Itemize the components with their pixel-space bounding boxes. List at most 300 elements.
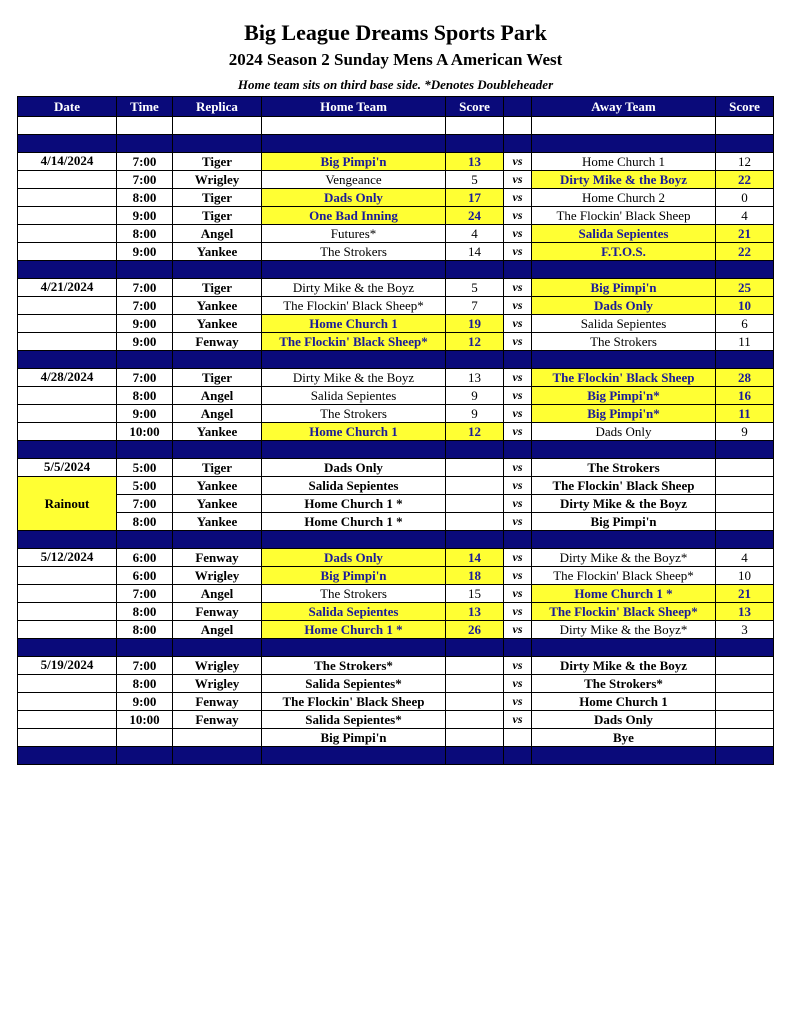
time-cell: 8:00 xyxy=(117,603,173,621)
date-cell xyxy=(18,333,117,351)
separator-bar xyxy=(18,441,774,459)
home-team-cell: Salida Sepientes xyxy=(262,477,446,495)
date-cell xyxy=(18,585,117,603)
game-row xyxy=(18,225,774,243)
col-date: Date xyxy=(18,97,117,117)
vs-cell: vs xyxy=(504,585,532,603)
home-score-cell: 9 xyxy=(446,405,504,423)
date-cell: 5/12/2024 xyxy=(18,549,117,567)
time-cell: 7:00 xyxy=(117,585,173,603)
game-row xyxy=(18,423,774,441)
time-cell: 9:00 xyxy=(117,315,173,333)
vs-cell: vs xyxy=(504,513,532,531)
away-score-cell: 28 xyxy=(716,369,774,387)
date-cell: 4/28/2024 xyxy=(18,369,117,387)
field-cell: Tiger xyxy=(173,189,262,207)
vs-cell: vs xyxy=(504,225,532,243)
empty-cell xyxy=(262,747,446,765)
empty-cell xyxy=(262,351,446,369)
home-team-cell: Home Church 1 xyxy=(262,423,446,441)
empty-cell xyxy=(532,639,716,657)
home-team-cell: Dads Only xyxy=(262,189,446,207)
empty-cell xyxy=(504,441,532,459)
away-score-cell: 12 xyxy=(716,153,774,171)
empty-cell xyxy=(117,351,173,369)
date-cell xyxy=(18,729,117,747)
empty-cell xyxy=(262,639,446,657)
empty-cell xyxy=(716,441,774,459)
empty-cell xyxy=(446,117,504,135)
vs-cell: vs xyxy=(504,207,532,225)
time-cell: 8:00 xyxy=(117,225,173,243)
col-home-team: Home Team xyxy=(262,97,446,117)
home-team-cell: The Strokers xyxy=(262,585,446,603)
date-cell xyxy=(18,621,117,639)
away-score-cell: 6 xyxy=(716,315,774,333)
away-team-cell: Dads Only xyxy=(532,711,716,729)
game-row xyxy=(18,369,774,387)
date-cell xyxy=(18,387,117,405)
away-team-cell: Dirty Mike & the Boyz xyxy=(532,657,716,675)
empty-cell xyxy=(532,747,716,765)
away-team-cell: F.T.O.S. xyxy=(532,243,716,261)
field-cell: Yankee xyxy=(173,477,262,495)
home-score-cell: 5 xyxy=(446,171,504,189)
home-score-cell xyxy=(446,459,504,477)
field-cell: Fenway xyxy=(173,603,262,621)
away-score-cell: 9 xyxy=(716,423,774,441)
away-score-cell: 3 xyxy=(716,621,774,639)
empty-cell xyxy=(504,639,532,657)
away-score-cell: 25 xyxy=(716,279,774,297)
home-team-cell: Dirty Mike & the Boyz xyxy=(262,279,446,297)
away-team-cell: The Flockin' Black Sheep* xyxy=(532,603,716,621)
field-cell xyxy=(173,729,262,747)
empty-cell xyxy=(504,531,532,549)
field-cell: Yankee xyxy=(173,315,262,333)
home-team-cell: Dads Only xyxy=(262,549,446,567)
vs-cell: vs xyxy=(504,603,532,621)
home-team-cell: Salida Sepientes* xyxy=(262,675,446,693)
empty-cell xyxy=(18,117,117,135)
separator-bar xyxy=(18,135,774,153)
vs-cell: vs xyxy=(504,369,532,387)
away-score-cell: 4 xyxy=(716,207,774,225)
vs-cell: vs xyxy=(504,495,532,513)
away-team-cell: The Flockin' Black Sheep* xyxy=(532,567,716,585)
vs-cell: vs xyxy=(504,621,532,639)
away-team-cell: Dirty Mike & the Boyz* xyxy=(532,621,716,639)
home-score-cell: 19 xyxy=(446,315,504,333)
game-row xyxy=(18,297,774,315)
away-score-cell: 11 xyxy=(716,333,774,351)
home-score-cell: 15 xyxy=(446,585,504,603)
empty-cell xyxy=(18,441,117,459)
time-cell: 10:00 xyxy=(117,711,173,729)
time-cell: 9:00 xyxy=(117,333,173,351)
away-team-cell: Dirty Mike & the Boyz xyxy=(532,495,716,513)
away-team-cell: The Flockin' Black Sheep xyxy=(532,477,716,495)
vs-cell: vs xyxy=(504,333,532,351)
empty-cell xyxy=(716,135,774,153)
away-score-cell: 22 xyxy=(716,243,774,261)
away-team-cell: The Strokers xyxy=(532,333,716,351)
away-team-cell: The Flockin' Black Sheep xyxy=(532,207,716,225)
time-cell: 8:00 xyxy=(117,387,173,405)
field-cell: Wrigley xyxy=(173,657,262,675)
away-team-cell: The Flockin' Black Sheep xyxy=(532,369,716,387)
away-team-cell: Big Pimpi'n xyxy=(532,513,716,531)
away-score-cell xyxy=(716,657,774,675)
empty-cell xyxy=(262,441,446,459)
empty-cell xyxy=(173,441,262,459)
home-score-cell: 26 xyxy=(446,621,504,639)
rainout-cell: Rainout xyxy=(18,477,117,531)
away-team-cell: Big Pimpi'n* xyxy=(532,387,716,405)
page-title: Big League Dreams Sports Park xyxy=(244,20,547,45)
away-team-cell: Dirty Mike & the Boyz xyxy=(532,171,716,189)
empty-cell xyxy=(173,351,262,369)
home-score-cell xyxy=(446,657,504,675)
time-cell: 7:00 xyxy=(117,171,173,189)
game-row xyxy=(18,405,774,423)
field-cell: Yankee xyxy=(173,297,262,315)
empty-cell xyxy=(504,351,532,369)
time-cell: 9:00 xyxy=(117,405,173,423)
date-cell xyxy=(18,297,117,315)
date-cell xyxy=(18,207,117,225)
page-subtitle: 2024 Season 2 Sunday Mens A American West xyxy=(228,50,563,69)
empty-cell xyxy=(532,117,716,135)
field-cell: Yankee xyxy=(173,243,262,261)
away-score-cell: 16 xyxy=(716,387,774,405)
game-row xyxy=(18,333,774,351)
game-row xyxy=(18,171,774,189)
time-cell: 8:00 xyxy=(117,621,173,639)
game-row xyxy=(18,387,774,405)
away-score-cell xyxy=(716,675,774,693)
away-team-cell: The Strokers xyxy=(532,459,716,477)
away-score-cell: 10 xyxy=(716,567,774,585)
vs-cell: vs xyxy=(504,549,532,567)
away-team-cell: Home Church 1 xyxy=(532,693,716,711)
home-score-cell: 12 xyxy=(446,333,504,351)
empty-cell xyxy=(18,639,117,657)
date-cell xyxy=(18,405,117,423)
date-cell xyxy=(18,171,117,189)
away-score-cell: 13 xyxy=(716,603,774,621)
away-score-cell: 4 xyxy=(716,549,774,567)
game-row xyxy=(18,153,774,171)
field-cell: Tiger xyxy=(173,369,262,387)
separator-bar xyxy=(18,747,774,765)
game-row xyxy=(18,243,774,261)
home-team-cell: Big Pimpi'n xyxy=(262,153,446,171)
vs-cell: vs xyxy=(504,693,532,711)
date-cell: 4/14/2024 xyxy=(18,153,117,171)
home-score-cell: 24 xyxy=(446,207,504,225)
time-cell: 7:00 xyxy=(117,279,173,297)
field-cell: Fenway xyxy=(173,333,262,351)
game-row xyxy=(18,729,774,747)
field-cell: Wrigley xyxy=(173,567,262,585)
vs-cell: vs xyxy=(504,477,532,495)
empty-cell xyxy=(18,747,117,765)
away-team-cell: Home Church 1 * xyxy=(532,585,716,603)
empty-cell xyxy=(716,351,774,369)
time-cell: 9:00 xyxy=(117,207,173,225)
time-cell: 8:00 xyxy=(117,189,173,207)
home-team-cell: Home Church 1 * xyxy=(262,621,446,639)
away-score-cell: 11 xyxy=(716,405,774,423)
time-cell: 5:00 xyxy=(117,459,173,477)
empty-cell xyxy=(716,261,774,279)
field-cell: Tiger xyxy=(173,153,262,171)
date-cell xyxy=(18,603,117,621)
game-row xyxy=(18,585,774,603)
away-score-cell xyxy=(716,477,774,495)
away-team-cell: Bye xyxy=(532,729,716,747)
time-cell: 6:00 xyxy=(117,549,173,567)
col-away-team: Away Team xyxy=(532,97,716,117)
away-team-cell: Big Pimpi'n xyxy=(532,279,716,297)
vs-cell: vs xyxy=(504,405,532,423)
empty-cell xyxy=(117,441,173,459)
game-row xyxy=(18,189,774,207)
away-score-cell xyxy=(716,729,774,747)
empty-cell xyxy=(18,135,117,153)
away-score-cell: 22 xyxy=(716,171,774,189)
empty-cell xyxy=(262,135,446,153)
header-row xyxy=(18,97,774,117)
game-row xyxy=(18,567,774,585)
schedule-table xyxy=(17,96,774,765)
away-team-cell: Home Church 2 xyxy=(532,189,716,207)
home-score-cell: 12 xyxy=(446,423,504,441)
empty-cell xyxy=(716,117,774,135)
home-score-cell: 13 xyxy=(446,369,504,387)
game-row xyxy=(18,621,774,639)
vs-cell: vs xyxy=(504,459,532,477)
time-cell: 7:00 xyxy=(117,495,173,513)
away-team-cell: Dads Only xyxy=(532,423,716,441)
date-cell: 5/5/2024 xyxy=(18,459,117,477)
home-team-cell: Home Church 1 * xyxy=(262,513,446,531)
time-cell: 5:00 xyxy=(117,477,173,495)
game-row xyxy=(18,675,774,693)
vs-cell: vs xyxy=(504,243,532,261)
game-row xyxy=(18,603,774,621)
home-team-cell: One Bad Inning xyxy=(262,207,446,225)
empty-cell xyxy=(446,531,504,549)
away-score-cell: 21 xyxy=(716,225,774,243)
away-team-cell: Dads Only xyxy=(532,297,716,315)
home-score-cell xyxy=(446,513,504,531)
home-score-cell: 17 xyxy=(446,189,504,207)
field-cell: Fenway xyxy=(173,549,262,567)
home-score-cell: 5 xyxy=(446,279,504,297)
away-score-cell: 21 xyxy=(716,585,774,603)
vs-cell xyxy=(504,729,532,747)
field-cell: Tiger xyxy=(173,459,262,477)
date-cell xyxy=(18,189,117,207)
empty-cell xyxy=(446,639,504,657)
home-score-cell: 14 xyxy=(446,243,504,261)
vs-cell: vs xyxy=(504,675,532,693)
vs-cell: vs xyxy=(504,189,532,207)
away-score-cell xyxy=(716,459,774,477)
field-cell: Angel xyxy=(173,585,262,603)
time-cell: 6:00 xyxy=(117,567,173,585)
time-cell: 9:00 xyxy=(117,243,173,261)
empty-cell xyxy=(262,117,446,135)
date-cell xyxy=(18,693,117,711)
home-team-cell: Big Pimpi'n xyxy=(262,729,446,747)
empty-cell xyxy=(532,135,716,153)
empty-cell xyxy=(532,441,716,459)
home-team-cell: The Flockin' Black Sheep xyxy=(262,693,446,711)
empty-cell xyxy=(716,747,774,765)
time-cell: 7:00 xyxy=(117,657,173,675)
away-score-cell xyxy=(716,513,774,531)
empty-cell xyxy=(173,531,262,549)
schedule-body xyxy=(18,117,774,765)
vs-cell: vs xyxy=(504,387,532,405)
date-cell xyxy=(18,675,117,693)
date-cell: 5/19/2024 xyxy=(18,657,117,675)
home-team-cell: Dirty Mike & the Boyz xyxy=(262,369,446,387)
home-team-cell: Vengeance xyxy=(262,171,446,189)
home-team-cell: The Strokers xyxy=(262,243,446,261)
time-cell: 7:00 xyxy=(117,153,173,171)
game-row xyxy=(18,657,774,675)
col-time: Time xyxy=(117,97,173,117)
date-cell xyxy=(18,567,117,585)
vs-cell: vs xyxy=(504,171,532,189)
field-cell: Yankee xyxy=(173,495,262,513)
away-score-cell: 0 xyxy=(716,189,774,207)
home-score-cell: 13 xyxy=(446,603,504,621)
empty-cell xyxy=(262,261,446,279)
empty-cell xyxy=(173,747,262,765)
col-replica: Replica xyxy=(173,97,262,117)
field-cell: Tiger xyxy=(173,207,262,225)
home-team-cell: The Strokers* xyxy=(262,657,446,675)
empty-cell xyxy=(173,135,262,153)
empty-cell xyxy=(117,261,173,279)
home-score-cell xyxy=(446,711,504,729)
game-row xyxy=(18,693,774,711)
page-note: Home team sits on third base side. *Denotes Doubleheader xyxy=(237,77,554,92)
empty-cell xyxy=(504,747,532,765)
empty-cell xyxy=(173,639,262,657)
game-row xyxy=(18,279,774,297)
field-cell: Angel xyxy=(173,621,262,639)
away-score-cell: 10 xyxy=(716,297,774,315)
vs-cell: vs xyxy=(504,567,532,585)
field-cell: Tiger xyxy=(173,279,262,297)
field-cell: Yankee xyxy=(173,513,262,531)
empty-cell xyxy=(18,351,117,369)
empty-cell xyxy=(504,135,532,153)
date-cell xyxy=(18,711,117,729)
game-row xyxy=(18,315,774,333)
separator-bar xyxy=(18,531,774,549)
away-team-cell: Salida Sepientes xyxy=(532,315,716,333)
field-cell: Angel xyxy=(173,225,262,243)
away-score-cell xyxy=(716,693,774,711)
empty-cell xyxy=(532,531,716,549)
field-cell: Fenway xyxy=(173,711,262,729)
field-cell: Wrigley xyxy=(173,171,262,189)
away-team-cell: Home Church 1 xyxy=(532,153,716,171)
date-cell xyxy=(18,423,117,441)
game-row xyxy=(18,711,774,729)
home-team-cell: The Flockin' Black Sheep* xyxy=(262,333,446,351)
home-team-cell: Big Pimpi'n xyxy=(262,567,446,585)
home-score-cell: 9 xyxy=(446,387,504,405)
home-team-cell: The Flockin' Black Sheep* xyxy=(262,297,446,315)
away-score-cell xyxy=(716,495,774,513)
time-cell: 8:00 xyxy=(117,675,173,693)
vs-cell: vs xyxy=(504,315,532,333)
field-cell: Angel xyxy=(173,405,262,423)
col-home-score: Score xyxy=(446,97,504,117)
empty-cell xyxy=(117,747,173,765)
empty-cell xyxy=(173,117,262,135)
home-score-cell: 14 xyxy=(446,549,504,567)
vs-cell: vs xyxy=(504,423,532,441)
field-cell: Fenway xyxy=(173,693,262,711)
away-team-cell: Dirty Mike & the Boyz* xyxy=(532,549,716,567)
game-row xyxy=(18,495,774,513)
field-cell: Yankee xyxy=(173,423,262,441)
empty-cell xyxy=(716,639,774,657)
away-team-cell: Big Pimpi'n* xyxy=(532,405,716,423)
date-cell xyxy=(18,315,117,333)
vs-cell: vs xyxy=(504,279,532,297)
vs-cell: vs xyxy=(504,153,532,171)
empty-cell xyxy=(446,441,504,459)
away-team-cell: Salida Sepientes xyxy=(532,225,716,243)
home-score-cell xyxy=(446,693,504,711)
empty-cell xyxy=(18,531,117,549)
home-score-cell xyxy=(446,477,504,495)
home-team-cell: Salida Sepientes xyxy=(262,603,446,621)
empty-cell xyxy=(262,531,446,549)
empty-cell xyxy=(446,261,504,279)
vs-cell: vs xyxy=(504,657,532,675)
empty-cell xyxy=(446,747,504,765)
home-score-cell xyxy=(446,729,504,747)
empty-cell xyxy=(18,261,117,279)
time-cell: 7:00 xyxy=(117,297,173,315)
home-team-cell: Futures* xyxy=(262,225,446,243)
empty-cell xyxy=(117,135,173,153)
empty-cell xyxy=(117,531,173,549)
away-team-cell: The Strokers* xyxy=(532,675,716,693)
empty-cell xyxy=(117,117,173,135)
vs-cell: vs xyxy=(504,711,532,729)
game-row xyxy=(18,207,774,225)
home-team-cell: The Strokers xyxy=(262,405,446,423)
date-cell xyxy=(18,225,117,243)
empty-cell xyxy=(532,261,716,279)
empty-cell xyxy=(504,117,532,135)
home-score-cell: 18 xyxy=(446,567,504,585)
game-row xyxy=(18,549,774,567)
home-score-cell xyxy=(446,495,504,513)
